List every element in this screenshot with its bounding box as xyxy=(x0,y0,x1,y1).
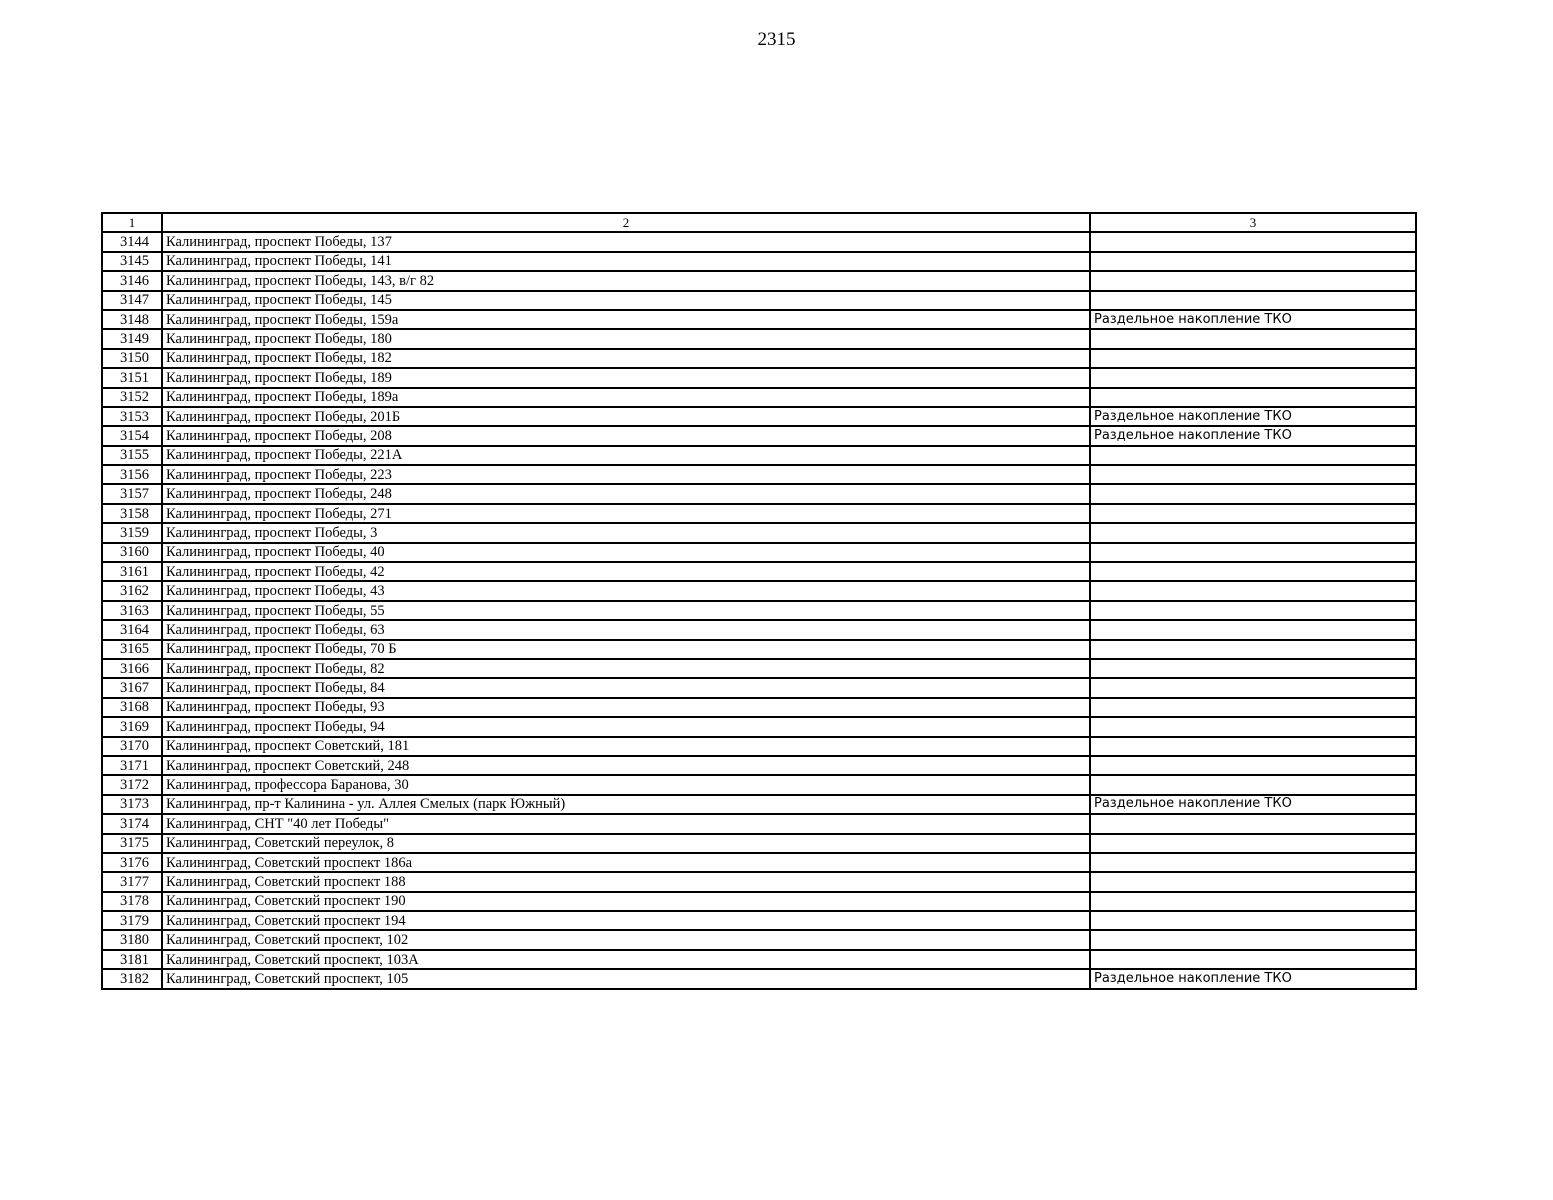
address-cell: Калининград, проспект Победы, 159а xyxy=(162,310,1090,329)
note-cell xyxy=(1090,950,1416,969)
note-cell xyxy=(1090,640,1416,659)
row-number-cell: 3167 xyxy=(102,678,162,697)
note-cell xyxy=(1090,678,1416,697)
table-row xyxy=(102,717,1416,736)
table-row xyxy=(102,407,1416,426)
table-row xyxy=(102,291,1416,310)
note-cell xyxy=(1090,659,1416,678)
address-cell: Калининград, проспект Победы, 271 xyxy=(162,504,1090,523)
row-number-cell: 3154 xyxy=(102,426,162,445)
note-cell xyxy=(1090,465,1416,484)
table-row xyxy=(102,426,1416,445)
note-cell xyxy=(1090,291,1416,310)
row-number-cell: 3161 xyxy=(102,562,162,581)
address-table xyxy=(101,212,1417,990)
row-number-cell: 3178 xyxy=(102,892,162,911)
table-row xyxy=(102,523,1416,542)
address-cell: Калининград, проспект Победы, 182 xyxy=(162,349,1090,368)
table-row xyxy=(102,504,1416,523)
address-cell: Калининград, проспект Победы, 180 xyxy=(162,329,1090,348)
address-cell: Калининград, проспект Победы, 201Б xyxy=(162,407,1090,426)
table-row xyxy=(102,659,1416,678)
address-cell: Калининград, проспект Победы, 84 xyxy=(162,678,1090,697)
note-cell xyxy=(1090,698,1416,717)
table-row xyxy=(102,446,1416,465)
table-row xyxy=(102,834,1416,853)
address-cell: Калининград, Советский проспект 194 xyxy=(162,911,1090,930)
table-row xyxy=(102,872,1416,891)
row-number-cell: 3150 xyxy=(102,349,162,368)
note-cell xyxy=(1090,737,1416,756)
row-number-cell: 3172 xyxy=(102,775,162,794)
address-cell: Калининград, Советский проспект, 105 xyxy=(162,969,1090,988)
address-cell: Калининград, проспект Советский, 248 xyxy=(162,756,1090,775)
row-number-cell: 3146 xyxy=(102,271,162,290)
row-number-cell: 3182 xyxy=(102,969,162,988)
row-number-cell: 3158 xyxy=(102,504,162,523)
note-cell xyxy=(1090,523,1416,542)
note-cell xyxy=(1090,601,1416,620)
table-row xyxy=(102,252,1416,271)
note-cell xyxy=(1090,911,1416,930)
address-cell: Калининград, проспект Победы, 141 xyxy=(162,252,1090,271)
table-row xyxy=(102,232,1416,251)
row-number-cell: 3168 xyxy=(102,698,162,717)
row-number-cell: 3181 xyxy=(102,950,162,969)
note-cell: Раздельное накопление ТКО xyxy=(1090,407,1416,426)
row-number-cell: 3173 xyxy=(102,795,162,814)
note-cell xyxy=(1090,814,1416,833)
table-row xyxy=(102,271,1416,290)
address-cell: Калининград, проспект Победы, 40 xyxy=(162,543,1090,562)
note-cell xyxy=(1090,504,1416,523)
note-cell xyxy=(1090,775,1416,794)
address-cell: Калининград, Советский переулок, 8 xyxy=(162,834,1090,853)
note-cell xyxy=(1090,581,1416,600)
table-row xyxy=(102,543,1416,562)
row-number-cell: 3149 xyxy=(102,329,162,348)
table-row xyxy=(102,678,1416,697)
row-number-cell: 3151 xyxy=(102,368,162,387)
row-number-cell: 3171 xyxy=(102,756,162,775)
row-number-cell: 3152 xyxy=(102,388,162,407)
note-cell xyxy=(1090,252,1416,271)
address-cell: Калининград, Советский проспект, 103А xyxy=(162,950,1090,969)
note-cell xyxy=(1090,930,1416,949)
note-cell xyxy=(1090,853,1416,872)
address-cell: Калининград, проспект Победы, 55 xyxy=(162,601,1090,620)
address-cell: Калининград, проспект Победы, 208 xyxy=(162,426,1090,445)
table-row xyxy=(102,465,1416,484)
table-row xyxy=(102,368,1416,387)
note-cell xyxy=(1090,620,1416,639)
row-number-cell: 3159 xyxy=(102,523,162,542)
note-cell: Раздельное накопление ТКО xyxy=(1090,310,1416,329)
table-row xyxy=(102,698,1416,717)
note-cell xyxy=(1090,892,1416,911)
note-cell xyxy=(1090,232,1416,251)
address-cell: Калининград, проспект Победы, 223 xyxy=(162,465,1090,484)
table-row xyxy=(102,892,1416,911)
table-row xyxy=(102,930,1416,949)
table-row xyxy=(102,640,1416,659)
note-cell xyxy=(1090,388,1416,407)
row-number-cell: 3179 xyxy=(102,911,162,930)
row-number-cell: 3157 xyxy=(102,484,162,503)
address-cell: Калининград, профессора Баранова, 30 xyxy=(162,775,1090,794)
row-number-cell: 3155 xyxy=(102,446,162,465)
row-number-cell: 3156 xyxy=(102,465,162,484)
table-row xyxy=(102,756,1416,775)
table-row xyxy=(102,484,1416,503)
table-row xyxy=(102,969,1416,988)
note-cell xyxy=(1090,543,1416,562)
row-number-cell: 3145 xyxy=(102,252,162,271)
table-row xyxy=(102,581,1416,600)
address-cell: Калининград, проспект Победы, 3 xyxy=(162,523,1090,542)
address-cell: Калининград, Советский проспект, 102 xyxy=(162,930,1090,949)
row-number-cell: 3144 xyxy=(102,232,162,251)
header-col-2: 2 xyxy=(162,213,1090,232)
note-cell xyxy=(1090,446,1416,465)
note-cell xyxy=(1090,756,1416,775)
row-number-cell: 3175 xyxy=(102,834,162,853)
note-cell: Раздельное накопление ТКО xyxy=(1090,795,1416,814)
note-cell xyxy=(1090,717,1416,736)
row-number-cell: 3176 xyxy=(102,853,162,872)
table-row xyxy=(102,329,1416,348)
address-cell: Калининград, проспект Победы, 248 xyxy=(162,484,1090,503)
address-cell: Калининград, Советский проспект 190 xyxy=(162,892,1090,911)
address-cell: Калининград, пр-т Калинина - ул. Аллея Смелых (парк Южный) xyxy=(162,795,1090,814)
header-col-3: 3 xyxy=(1090,213,1416,232)
row-number-cell: 3180 xyxy=(102,930,162,949)
address-cell: Калининград, проспект Советский, 181 xyxy=(162,737,1090,756)
address-cell: Калининград, проспект Победы, 93 xyxy=(162,698,1090,717)
row-number-cell: 3165 xyxy=(102,640,162,659)
address-cell: Калининград, проспект Победы, 94 xyxy=(162,717,1090,736)
note-cell xyxy=(1090,872,1416,891)
address-cell: Калининград, проспект Победы, 43 xyxy=(162,581,1090,600)
address-cell: Калининград, проспект Победы, 143, в/г 82 xyxy=(162,271,1090,290)
row-number-cell: 3162 xyxy=(102,581,162,600)
address-cell: Калининград, СНТ "40 лет Победы" xyxy=(162,814,1090,833)
table-row xyxy=(102,349,1416,368)
address-cell: Калининград, проспект Победы, 70 Б xyxy=(162,640,1090,659)
note-cell xyxy=(1090,562,1416,581)
address-cell: Калининград, проспект Победы, 221А xyxy=(162,446,1090,465)
table-row xyxy=(102,950,1416,969)
table-row xyxy=(102,562,1416,581)
row-number-cell: 3164 xyxy=(102,620,162,639)
row-number-cell: 3177 xyxy=(102,872,162,891)
address-cell: Калининград, Советский проспект 188 xyxy=(162,872,1090,891)
table-row xyxy=(102,775,1416,794)
note-cell: Раздельное накопление ТКО xyxy=(1090,426,1416,445)
note-cell xyxy=(1090,834,1416,853)
row-number-cell: 3147 xyxy=(102,291,162,310)
address-cell: Калининград, проспект Победы, 137 xyxy=(162,232,1090,251)
row-number-cell: 3170 xyxy=(102,737,162,756)
table-row xyxy=(102,814,1416,833)
table-row xyxy=(102,737,1416,756)
address-cell: Калининград, проспект Победы, 42 xyxy=(162,562,1090,581)
header-col-1: 1 xyxy=(102,213,162,232)
row-number-cell: 3166 xyxy=(102,659,162,678)
table-row xyxy=(102,601,1416,620)
row-number-cell: 3163 xyxy=(102,601,162,620)
table-header-row xyxy=(102,213,1416,232)
table-row xyxy=(102,620,1416,639)
note-cell xyxy=(1090,368,1416,387)
note-cell xyxy=(1090,349,1416,368)
table-row xyxy=(102,388,1416,407)
note-cell xyxy=(1090,484,1416,503)
table-row xyxy=(102,911,1416,930)
page-number: 2315 xyxy=(757,29,796,50)
note-cell xyxy=(1090,271,1416,290)
row-number-cell: 3174 xyxy=(102,814,162,833)
address-cell: Калининград, проспект Победы, 189а xyxy=(162,388,1090,407)
address-cell: Калининград, проспект Победы, 145 xyxy=(162,291,1090,310)
row-number-cell: 3148 xyxy=(102,310,162,329)
address-cell: Калининград, проспект Победы, 189 xyxy=(162,368,1090,387)
row-number-cell: 3169 xyxy=(102,717,162,736)
address-cell: Калининград, проспект Победы, 63 xyxy=(162,620,1090,639)
table-row xyxy=(102,795,1416,814)
row-number-cell: 3160 xyxy=(102,543,162,562)
table-row xyxy=(102,853,1416,872)
table-row xyxy=(102,310,1416,329)
address-cell: Калининград, Советский проспект 186а xyxy=(162,853,1090,872)
address-cell: Калининград, проспект Победы, 82 xyxy=(162,659,1090,678)
note-cell xyxy=(1090,329,1416,348)
note-cell: Раздельное накопление ТКО xyxy=(1090,969,1416,988)
row-number-cell: 3153 xyxy=(102,407,162,426)
